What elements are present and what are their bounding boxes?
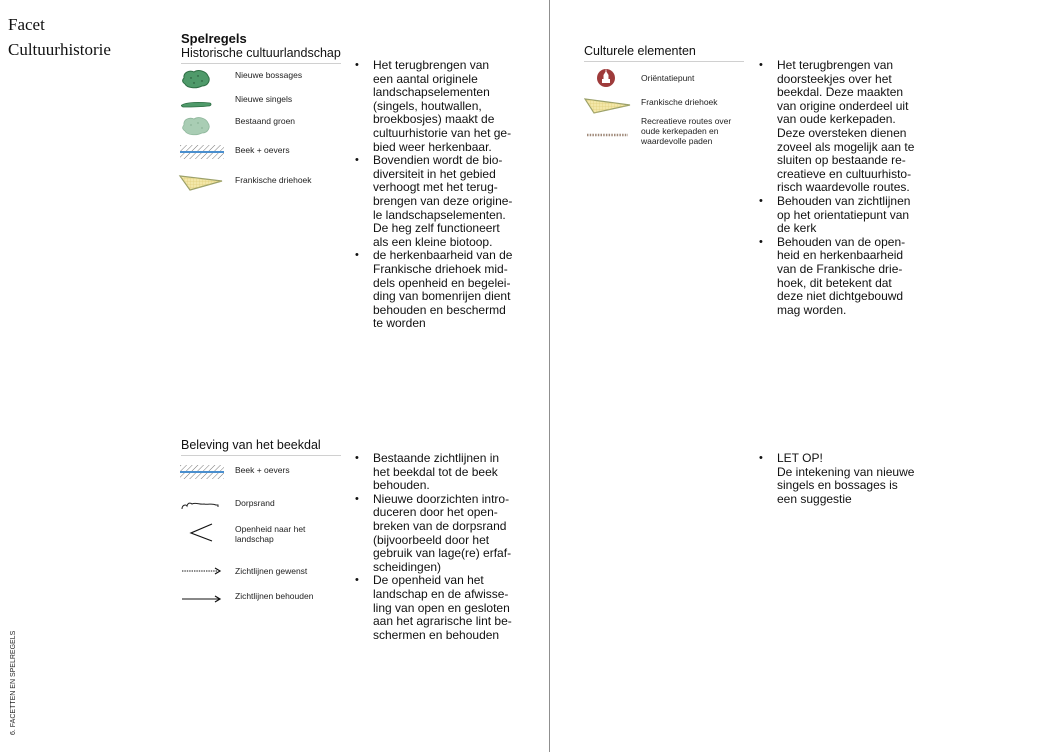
dorpsrand-icon <box>178 494 226 516</box>
legend-label: Beek + oevers <box>235 145 290 155</box>
bullet-item: • Nieuwe doorzichten intro- duceren door het open- breken van de dorpsrand (bijvoorbeeld door het gebruik van lage(re) erfaf- scheidingen) <box>354 493 544 575</box>
legend-label: Dorpsrand <box>235 498 275 508</box>
page-divider <box>549 0 550 752</box>
section-historisch-header <box>181 32 351 64</box>
frankische-driehoek-icon <box>178 172 226 194</box>
frankische-driehoek-icon <box>584 94 632 116</box>
recreatieve-routes-icon <box>584 124 632 146</box>
legend-historisch <box>178 68 353 198</box>
beek-oevers-icon <box>178 142 226 164</box>
bullet-item: • LET OP! De intekening van nieuwe singels en bossages is een suggestie <box>758 452 953 506</box>
legend-label: Nieuwe singels <box>235 94 293 104</box>
legend-label: Recreatieve routes over oude kerkepaden en waardevolle paden <box>641 116 732 146</box>
legend-label: Nieuwe bossages <box>235 70 303 80</box>
bullets-historisch <box>354 59 544 331</box>
legend-label: Beek + oevers <box>235 465 290 475</box>
legend-label: Oriëntatiepunt <box>641 73 695 83</box>
page-title-line2: Cultuurhistorie <box>8 40 111 59</box>
bullets-cultureel <box>758 59 953 317</box>
bullet-item: • Behouden van de open- heid en herkenbaarheid van de Frankische drie- hoek, dit betekent dat deze niet dichtgebouwd mag worden. <box>758 236 953 318</box>
beek-oevers-icon <box>178 462 226 484</box>
bullet-item: • Het terugbrengen van een aantal originele landschapselementen (singels, houtwallen, broekbosjes) maakt de cultuurhistorie van het ge- bied weer herkenbaar. <box>354 59 544 154</box>
openheid-icon <box>178 522 226 544</box>
section-heading: Spelregels <box>181 31 247 46</box>
zichtlijnen-gewenst-icon <box>178 560 226 582</box>
nieuwe-singels-icon <box>178 92 226 114</box>
legend-label: Zichtlijnen behouden <box>235 591 314 601</box>
bullet-item: • Bestaande zichtlijnen in het beekdal tot de beek behouden. <box>354 452 544 493</box>
legend-label: Openheid naar het landschap <box>235 524 306 544</box>
page-title-line1: Facet <box>8 15 45 34</box>
legend-label: Frankische driehoek <box>641 97 718 107</box>
legend-label: Bestaand groen <box>235 116 296 126</box>
page-title <box>8 12 111 62</box>
orientatiepunt-church-icon <box>584 68 632 90</box>
bullets-note <box>758 452 953 506</box>
section-beleving-header <box>181 438 351 456</box>
zichtlijnen-behouden-icon <box>178 586 226 608</box>
bullet-item: • De openheid van het landschap en de afwisse- ling van open en gesloten aan het agrarische lint be- schermen en behouden <box>354 574 544 642</box>
section-subheading: Beleving van het beekdal <box>181 438 341 456</box>
legend-cultureel <box>584 68 754 158</box>
section-subheading: Culturele elementen <box>584 44 744 62</box>
bullet-item: • de herkenbaarheid van de Frankische driehoek mid- dels openheid en begelei- ding van bomenrijen dient behouden en beschermd te worden <box>354 249 544 331</box>
side-label-text: 6. FACETTEN EN SPELREGELS <box>10 630 17 735</box>
nieuwe-bossages-icon <box>178 68 226 90</box>
legend-label: Frankische driehoek <box>235 175 312 185</box>
legend-label: Zichtlijnen gewenst <box>235 566 308 576</box>
bullet-item: • Bovendien wordt de bio- diversiteit in het gebied verhoogt met het terug- brengen van deze origine- le landschapselementen. De heg zelf functioneert als een kleine biotoop. <box>354 154 544 249</box>
bullet-item: • Behouden van zichtlijnen op het orientatiepunt van de kerk <box>758 195 953 236</box>
bullet-item: • Het terugbrengen van doorsteekjes over het beekdal. Deze maakten van origine onderdeel uit van oude kerkepaden. Deze oversteken dienen zoveel als mogelijk aan te sluiten op bestaande re- creatieve en cultuurhisto- risch waardevolle routes. <box>758 59 953 195</box>
section-subheading: Historische cultuurlandschap <box>181 46 341 64</box>
bullets-beleving <box>354 452 544 642</box>
bestaand-groen-icon <box>178 114 226 136</box>
section-cultureel-header <box>584 44 754 62</box>
legend-beleving <box>178 462 353 612</box>
